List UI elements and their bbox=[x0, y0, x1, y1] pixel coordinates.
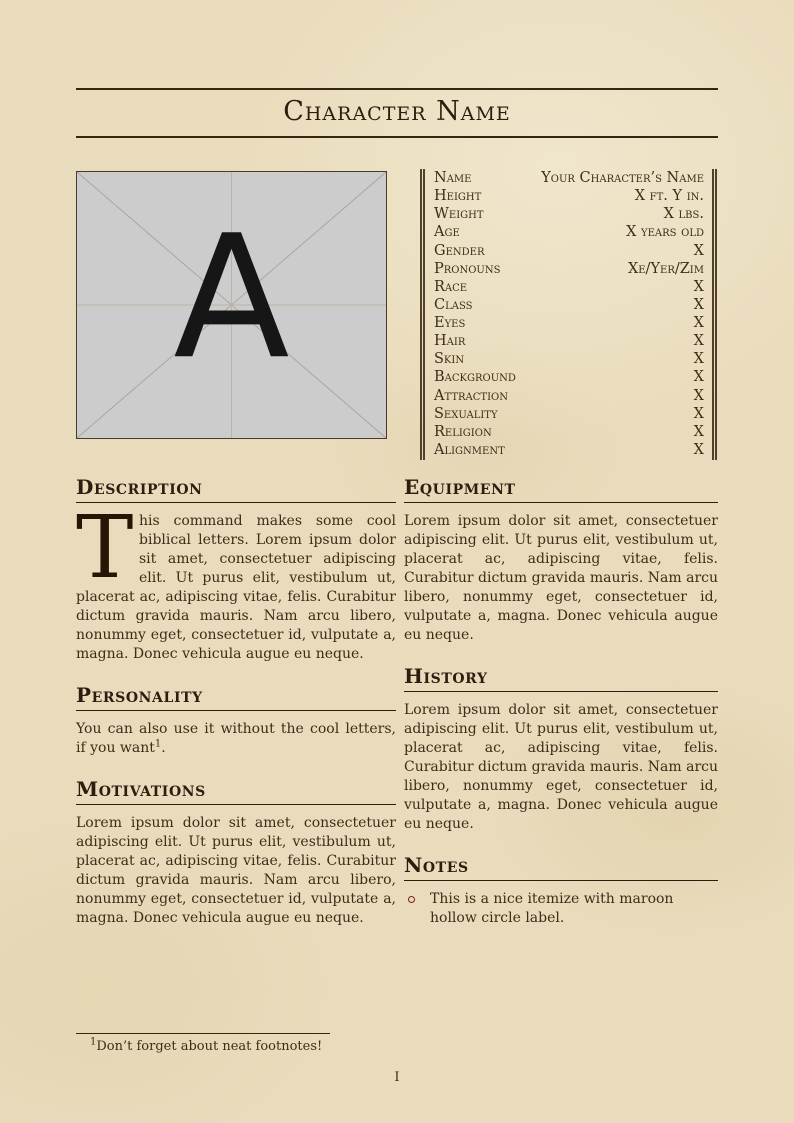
stat-label: Height bbox=[434, 188, 482, 205]
personality-paragraph bbox=[76, 720, 396, 758]
stat-row bbox=[434, 333, 704, 350]
section-rule bbox=[404, 880, 718, 881]
stat-label: Gender bbox=[434, 242, 485, 259]
stat-value: X bbox=[693, 441, 704, 458]
section-rule bbox=[404, 502, 718, 503]
personality-text-end: . bbox=[161, 740, 166, 756]
stat-label: Attraction bbox=[434, 387, 508, 404]
section-heading-history: History bbox=[404, 664, 488, 688]
personality-text: You can also use it without the cool letters, if you want bbox=[76, 721, 396, 756]
stat-value: X bbox=[693, 333, 704, 350]
section-rule bbox=[76, 804, 396, 805]
stat-row bbox=[434, 406, 704, 423]
stat-label: Class bbox=[434, 296, 473, 313]
stat-row bbox=[434, 388, 704, 405]
footnote-text: Don’t forget about neat footnotes! bbox=[96, 1039, 323, 1054]
stat-value: X years old bbox=[626, 224, 704, 241]
stat-row bbox=[434, 279, 704, 296]
stat-value: X lbs. bbox=[663, 206, 704, 223]
stat-row bbox=[434, 297, 704, 314]
section-heading-description: Description bbox=[76, 475, 203, 499]
stat-row bbox=[434, 243, 704, 260]
footnote-number: 1 bbox=[90, 1036, 97, 1048]
stat-value: X bbox=[693, 242, 704, 259]
stat-row bbox=[434, 369, 704, 386]
ornate-dropcap: T bbox=[76, 498, 134, 598]
footnote-text-line bbox=[76, 1038, 406, 1055]
title-rule-top bbox=[76, 88, 718, 90]
left-column bbox=[76, 470, 396, 928]
stat-value: X bbox=[693, 278, 704, 295]
history-paragraph: Lorem ipsum dolor sit amet, consectetuer adipiscing elit. Ut purus elit, vestibulum ut, placerat ac, adipiscing vitae, felis. Curabitur dictum gravida mauris. Nam arcu libero, nonummy eget, consectetuer id, vulputate a, magna. Donec vehicula augue eu neque. bbox=[404, 702, 718, 832]
right-column bbox=[404, 470, 718, 928]
stat-value: Xe/Yer/Zim bbox=[627, 260, 704, 277]
stat-label: Race bbox=[434, 278, 468, 295]
stat-label: Weight bbox=[434, 206, 484, 223]
stat-row bbox=[434, 188, 704, 205]
stat-row bbox=[434, 442, 704, 459]
stat-label: Alignment bbox=[434, 441, 505, 458]
section-heading-notes: Notes bbox=[404, 853, 469, 877]
stat-value: Your Character’s Name bbox=[541, 170, 704, 186]
stat-label: Skin bbox=[434, 351, 465, 368]
stat-row bbox=[434, 351, 704, 368]
stats-table bbox=[420, 169, 717, 460]
footnote-marker: 1 bbox=[154, 738, 162, 750]
stat-label: Religion bbox=[434, 423, 492, 440]
stat-value: X bbox=[693, 296, 704, 313]
stat-value: X bbox=[693, 315, 704, 331]
character-portrait-placeholder bbox=[76, 171, 387, 439]
stat-label: Pronouns bbox=[434, 260, 501, 277]
section-heading-equipment: Equipment bbox=[404, 475, 516, 499]
notes-list-item bbox=[404, 890, 718, 928]
stat-label: Sexuality bbox=[434, 405, 498, 422]
footnote-rule bbox=[76, 1033, 330, 1034]
stat-value: X bbox=[693, 423, 704, 440]
placeholder-letter: A bbox=[173, 199, 290, 398]
stat-value: X bbox=[693, 369, 704, 386]
stat-row bbox=[434, 424, 704, 441]
footnote-block bbox=[76, 1033, 406, 1055]
stat-row bbox=[434, 206, 704, 223]
section-heading-personality: Personality bbox=[76, 683, 203, 707]
stat-label: Background bbox=[434, 369, 516, 386]
section-heading-motivations: Motivations bbox=[76, 777, 206, 801]
stat-row bbox=[434, 224, 704, 241]
section-rule bbox=[404, 691, 718, 692]
notes-item-text: This is a nice itemize with maroon hollow circle label. bbox=[430, 891, 674, 926]
page-title: Character Name bbox=[283, 96, 511, 127]
stat-value: X bbox=[693, 405, 704, 422]
stat-label: Name bbox=[434, 170, 472, 186]
stat-label: Hair bbox=[434, 333, 466, 350]
equipment-paragraph: Lorem ipsum dolor sit amet, consectetuer adipiscing elit. Ut purus elit, vestibulum ut, placerat ac, adipiscing vitae, felis. Curabitur dictum gravida mauris. Nam arcu libero, nonummy eget, consectetuer id, vulputate a, magna. Donec vehicula augue eu neque. bbox=[404, 513, 718, 643]
hollow-circle-bullet-icon bbox=[408, 896, 415, 903]
motivations-paragraph: Lorem ipsum dolor sit amet, consectetuer adipiscing elit. Ut purus elit, vestibulum ut, placerat ac, adipiscing vitae, felis. Curabitur dictum gravida mauris. Nam arcu libero, nonummy eget, consectetuer id, vulputate a, magna. Donec vehicula augue eu neque. bbox=[76, 815, 396, 926]
title-rule-bottom bbox=[76, 136, 718, 138]
stat-label: Age bbox=[434, 224, 460, 241]
stat-label: Eyes bbox=[434, 315, 466, 331]
section-rule bbox=[76, 710, 396, 711]
stat-value: X bbox=[693, 351, 704, 368]
notes-list bbox=[404, 890, 718, 928]
description-text: his command makes some cool biblical letters. Lorem ipsum dolor sit amet, consectetuer adipiscing elit. Ut purus elit, vestibulum ut, placerat ac, adipiscing vitae, felis. Curabitur dictum gravida mauris. Nam arcu libero, nonummy eget, consectetuer id, vulputate a, magna. Donec vehicula augue eu neque. bbox=[76, 513, 396, 662]
stat-row bbox=[434, 261, 704, 278]
stat-row bbox=[434, 170, 704, 187]
stat-row bbox=[434, 315, 704, 332]
stat-value: X ft. Y in. bbox=[634, 188, 704, 205]
page-number: I bbox=[394, 1070, 400, 1085]
stat-value: X bbox=[693, 387, 704, 404]
description-paragraph bbox=[76, 498, 396, 664]
